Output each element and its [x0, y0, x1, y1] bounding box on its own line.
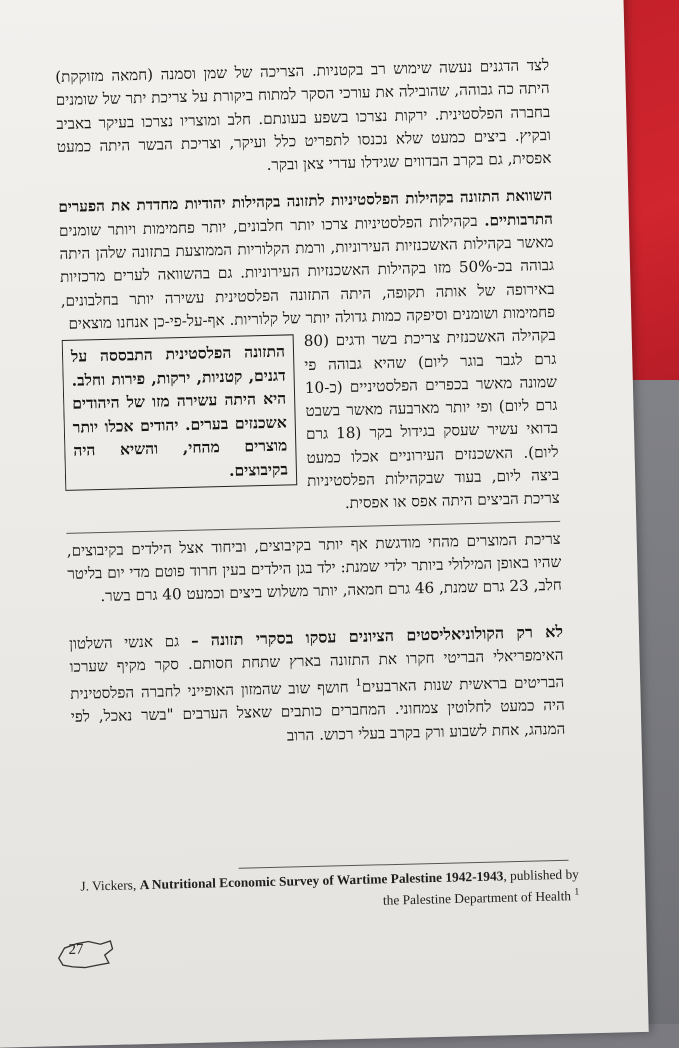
section-body-intro: בקהילות הפלסטיניות צרכו יותר חלבונים, יותר פחמימות ויותר שומנים מאשר בקהילות האשכנזיות העירוניות, ורמת הקלוריות הממוצעת בתזונה שלהן היתה גבוהה בכ-50% מזו בקהילות האשכנזיות העירוניות. גם בהשוואה לערים מרכזיות באירופה של אותה תקופה, היתה התזונה הפלסטינית עשירה יותר בחלבונים, פחמימות ושומנים וסיפקה כמות גדולה יותר של קלוריות. אף-על-פי-כן אנחנו מוצאים	[58, 211, 556, 333]
section-heading: השוואת התזונה בקהילות הפלסטיניות לתזונה בקהילות יהודיות מחדדת את הפערים התרבותיים.	[58, 186, 554, 230]
section-comparison	[58, 184, 562, 609]
dash: –	[178, 630, 212, 650]
section-2-rest: חושף שוב שהמזון האופייני לחברה הפלסטינית היה כמעט לחלוטין צמחוני. המחברים כותבים שאצל הערבים "בשר נאכל, לפי המנהג, אחת לשבוע ורק בקרב בעלי רכוש. הרוב	[70, 678, 566, 745]
section-body-wrap: בקהילה האשכנזית צריכת בשר ודגים (80 גרם לגבר בוגר ליום) שהיא גבוהה פי שמונה מאשר בכפרים הפלסטיניים (כ-10 גרם ליום) ופי יותר מארבעה מאשר בשבט בדואי עשיר שעסק בגידול בקר (18 גרם ליום). האשכנזים העירוניים אכלו כמעט ביצה ליום, בעוד שבקהילות הפלסטיניות צריכת הביצים היתה אפס או אפסית.	[303, 326, 560, 513]
section-2-lead: גם אנשי השלטון האימפריאלי הבריטי חקרו את התזונה בארץ שתחת חסותם. סקר מקיף שערכו הבריטים בראשית שנות הארבעים	[68, 631, 565, 696]
footnote-number: 1	[574, 886, 580, 898]
map-outline-icon	[54, 935, 117, 973]
pullquote-box: התזונה הפלסטינית התבססה על דגנים, קטניות, ירקות, פירות וחלב. היא היתה עשירה מזו של היהודים אשכנזים בערים. יהודים אכלו יותר מוצרים מהחי, והשיא היה בקיבוצים.	[62, 335, 298, 492]
footnote-rest: , published by the Palestine Department of Health	[382, 866, 580, 908]
page-number-badge	[54, 935, 117, 973]
page-text	[55, 54, 566, 753]
footnote-author: J. Vickers,	[80, 877, 140, 894]
text-with-pullquote	[62, 324, 560, 522]
section-british-text	[69, 619, 566, 753]
page-number: 27	[68, 941, 84, 958]
section-comparison-text	[58, 184, 555, 336]
footnote	[79, 865, 580, 917]
section-body-after: צריכת המוצרים מהחי מודגשת אף יותר בקיבוצים, וביחוד אצל הילדים בקיבוצים, שהיו באופן המילולי ביותר ילדי שמנת: ילד בגן הילדים בעין חרוד פוטם מדי יום בליטר חלב, 23 גרם שמנת, 46 גרם חמאה, יותר משלוש ביצים וכמעט 40 גרם בשר.	[66, 529, 563, 606]
footnote-title: A Nutritional Economic Survey of Wartime Palestine 1942-1943	[139, 868, 504, 893]
footnote-ref: 1	[355, 677, 362, 690]
paragraph-opening: לצד הדגנים נעשה שימוש רב בקטניות. הצריכה של שמן וסמנה (חמאה מזוקקת) היתה כה גבוהה, שהובילה את עורכי הסקר למתוח ביקורת על צריכת יתר של שומנים בחברה הפלסטינית. ירקות נצרכו בשפע בעונתם. חלב ומוצריו נצרכו בעיקר באביב ובקיץ. ביצים כמעט שלא נכנסו לתפריט כלל ועיקר, וצריכת הבשר היתה כמעט אפסית, גם בקרב הבדווים שגידלו עדרי צאן ובקר.	[55, 55, 552, 175]
section-british-survey	[69, 619, 566, 753]
section-heading-2: לא רק הקולוניאליסטים הציונים עסקו בסקרי תזונה	[210, 621, 564, 649]
